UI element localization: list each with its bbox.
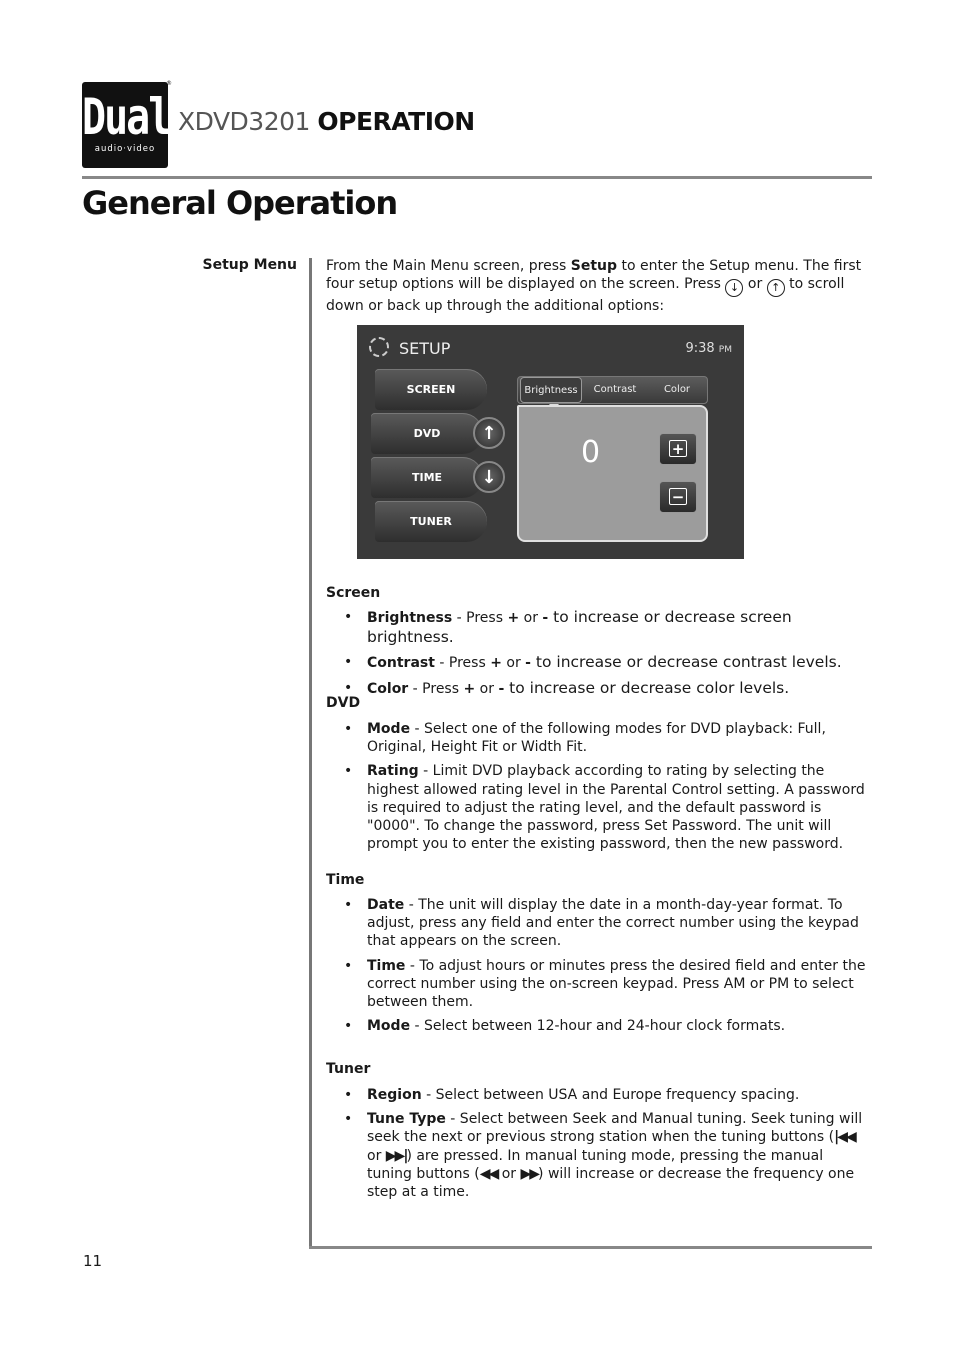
item-text: or	[367, 1147, 386, 1164]
header-rule	[82, 176, 872, 179]
item-text: - The unit will display the date in a month-day-year format. To adjust, press any field and enter the correct number using the keypad that appears on the screen.	[367, 897, 859, 950]
intro-text: to enter the Setup menu. The first four setup options will be displayed on the screen. Press	[326, 258, 862, 293]
down-arrow-icon: ↓	[725, 279, 743, 297]
minus-symbol: -	[542, 610, 549, 626]
item-term: Date	[367, 897, 405, 913]
list-item	[326, 1017, 866, 1035]
list-item	[326, 1086, 866, 1104]
plus-symbol: +	[507, 610, 520, 626]
item-term: Time	[367, 957, 406, 974]
list-item	[326, 720, 866, 756]
item-text: - Press	[452, 610, 508, 626]
list-item	[326, 679, 866, 699]
menu-time-button[interactable]: TIME	[371, 457, 483, 498]
item-text: - Select between 12-hour and 24-hour clock formats.	[410, 1018, 786, 1035]
menu-dvd-button[interactable]: DVD	[371, 413, 483, 454]
column-divider	[309, 258, 312, 1248]
plus-symbol: +	[463, 681, 476, 697]
item-text: - Select one of the following modes for DVD playback: Full, Original, Height Fit or Width Fit.	[367, 721, 826, 756]
dual-logo	[82, 82, 171, 168]
scroll-down-button[interactable]: ↓	[473, 461, 505, 493]
screen-header	[357, 325, 744, 371]
item-text: to increase or decrease screen brightness.	[367, 608, 792, 646]
screen-clock	[685, 341, 732, 356]
operation-label: OPERATION	[317, 107, 475, 136]
item-text: or	[497, 1165, 521, 1182]
plus-button[interactable]	[659, 433, 697, 465]
item-text: - Select between USA and Europe frequency spacing.	[421, 1087, 800, 1103]
brightness-value: 0	[581, 435, 601, 470]
item-text: to increase or decrease contrast levels.	[530, 653, 842, 671]
setup-screen-image	[357, 325, 744, 559]
item-text: ) will increase or decrease the frequency one step at a time.	[367, 1165, 855, 1201]
list-item	[326, 608, 866, 647]
item-text: - To adjust hours or minutes press the desired field and enter the correct number using the on-screen keypad. Press AM or PM to select between them.	[367, 957, 866, 1011]
gear-icon	[369, 337, 389, 357]
model-number: XDVD3201	[178, 107, 310, 136]
side-label: Setup Menu	[202, 257, 297, 273]
menu-tuner-button[interactable]: TUNER	[375, 501, 487, 542]
item-text: to increase or decrease color levels.	[504, 679, 790, 697]
tab-color[interactable]: Color	[663, 384, 691, 395]
item-term: Rating	[367, 763, 419, 780]
item-text: ) are pressed. In manual tuning mode, pressing the manual tuning buttons (	[367, 1147, 824, 1182]
item-text: or	[519, 610, 543, 626]
minus-icon: −	[669, 488, 687, 505]
clock-ampm: PM	[718, 345, 732, 355]
intro-text: From the Main Menu screen, press	[326, 258, 571, 274]
item-text: - Press	[408, 681, 464, 697]
tuner-list	[326, 1086, 866, 1207]
list-item	[326, 1110, 866, 1201]
logo-word: Dual	[82, 89, 171, 147]
value-panel	[517, 405, 708, 542]
list-item	[326, 653, 866, 673]
previous-track-icon: |◀◀	[834, 1129, 855, 1146]
screen-title: SETUP	[399, 339, 451, 358]
section-heading-dvd: DVD	[326, 695, 361, 711]
next-track-icon: ▶▶|	[385, 1147, 407, 1164]
intro-paragraph	[326, 257, 866, 315]
section-heading-tuner: Tuner	[326, 1061, 371, 1077]
page-title: General Operation	[82, 184, 398, 222]
tab-contrast[interactable]: Contrast	[593, 384, 637, 395]
item-term: Tune Type	[367, 1111, 446, 1128]
intro-text: or	[743, 276, 767, 293]
section-heading-time: Time	[326, 872, 365, 888]
item-text: or	[475, 681, 499, 697]
fast-forward-icon: ▶▶	[520, 1165, 539, 1182]
list-item	[326, 957, 866, 1012]
minus-button[interactable]	[659, 481, 697, 513]
item-term: Mode	[367, 1018, 411, 1035]
menu-screen-button[interactable]: SCREEN	[375, 369, 487, 410]
item-term: Color	[367, 681, 409, 697]
item-term: Brightness	[367, 610, 453, 626]
tab-brightness[interactable]: Brightness	[520, 377, 582, 403]
minus-symbol: -	[525, 655, 531, 671]
item-term: Mode	[367, 721, 411, 737]
plus-symbol: +	[490, 655, 502, 671]
screen-list	[326, 608, 866, 705]
logo-subtext: audio·video	[94, 144, 156, 154]
item-term: Contrast	[367, 655, 435, 671]
page-number: 11	[83, 1252, 103, 1270]
header-title	[178, 107, 475, 136]
plus-icon: +	[669, 440, 687, 457]
item-text: - Select between Seek and Manual tuning. Seek tuning will seek the next or previous strong station when the tuning buttons (	[367, 1111, 863, 1146]
list-item	[326, 762, 866, 853]
clock-time: 9:38	[685, 341, 715, 356]
time-list	[326, 896, 866, 1041]
up-arrow-icon: ↑	[767, 279, 785, 297]
item-text: - Press	[434, 655, 491, 671]
minus-symbol: -	[498, 681, 505, 697]
screen-tabs	[517, 376, 708, 404]
list-item	[326, 896, 866, 951]
intro-text: to scroll down or back up through the additional options:	[326, 276, 845, 315]
scroll-up-button[interactable]: ↑	[473, 417, 505, 449]
item-term: Region	[367, 1087, 422, 1103]
registered-mark: ®	[166, 80, 172, 87]
rewind-icon: ◀◀	[479, 1165, 498, 1182]
item-text: or	[501, 655, 526, 671]
section-heading-screen: Screen	[326, 585, 381, 601]
footer-rule	[309, 1246, 872, 1249]
intro-setup-term: Setup	[570, 258, 618, 274]
item-text: - Limit DVD playback according to rating by selecting the highest allowed rating level in the Parental Control setting. A password is required to adjust the rating level, and the default password is "0000". To change the password, press Set Password. The unit will prompt you to enter the existing password, then the new password.	[367, 763, 865, 853]
dvd-list	[326, 720, 866, 859]
